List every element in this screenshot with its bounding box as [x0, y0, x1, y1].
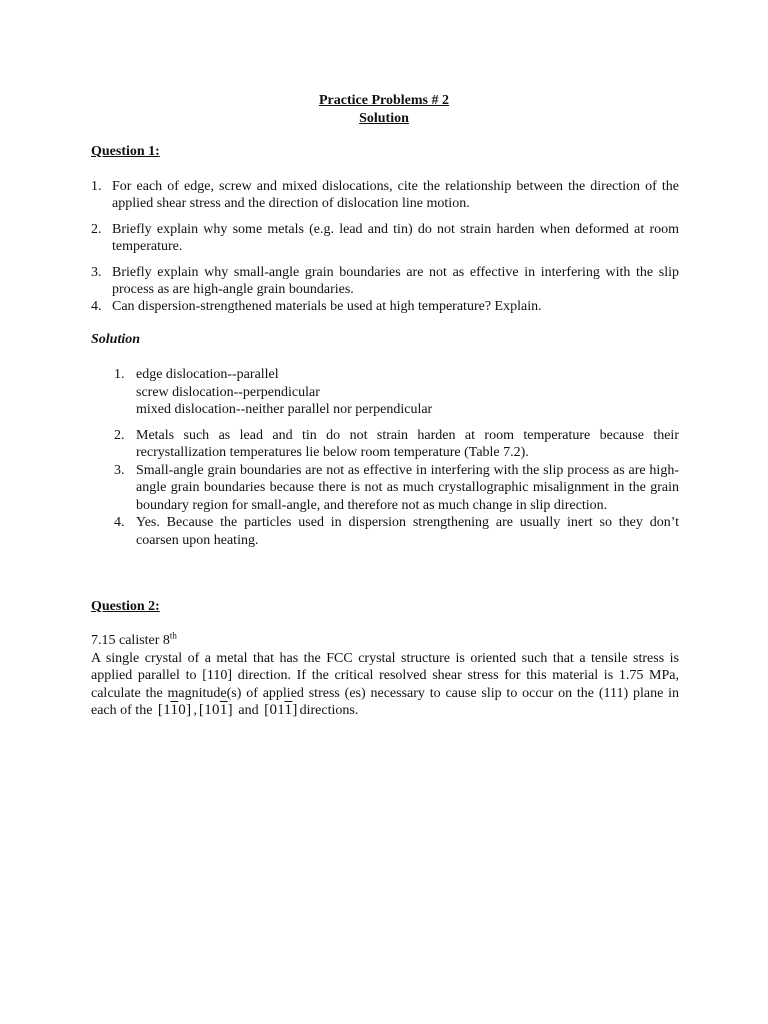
- list-number: 3.: [91, 265, 102, 280]
- list-text: Can dispersion-strengthened materials be used at high temperature? Explain.: [112, 299, 542, 314]
- page-title: Practice Problems # 2: [319, 93, 449, 108]
- question-2-heading: Question 2:: [91, 599, 160, 614]
- paragraph-text: A single crystal of a metal that has the FCC crystal structure is oriented such that a tensile stress is applied parallel to [110] direction. If the critical resolved shear stress for this material is 1.75 MPa, calculate the magnitude(s) of applied stress (es) necessary to cause slip to occur on the (111) plane in each of the: [91, 650, 679, 718]
- list-number: 2.: [114, 427, 125, 443]
- list-number: 1.: [114, 367, 125, 382]
- and-text: and: [238, 703, 259, 718]
- solution-line-mixed: mixed dislocation--neither parallel nor perpendicular: [136, 402, 433, 417]
- list-item: [91, 298, 679, 315]
- question-2-paragraph: [91, 650, 679, 720]
- list-item: [114, 366, 679, 419]
- question-1-list: [91, 178, 679, 324]
- list-item: [91, 264, 679, 298]
- question-2-body: [91, 632, 679, 720]
- direction-01-1: [011]: [264, 702, 298, 718]
- list-number: 2.: [91, 222, 102, 237]
- question-2-reference: [91, 632, 679, 650]
- solution-heading: Solution: [91, 332, 141, 347]
- list-text: Metals such as lead and tin do not strain harden at room temperature because their recrystallization temperatures lie below room temperature (Table 7.2).: [136, 427, 679, 460]
- list-number: 1.: [91, 179, 102, 194]
- list-item: [114, 514, 679, 549]
- direction-10-1: [101]: [198, 702, 233, 718]
- list-text: Briefly explain why some metals (e.g. lead and tin) do not strain harden when deformed at room temperature.: [112, 222, 679, 254]
- list-item: [91, 178, 679, 212]
- list-text: Yes. Because the particles used in dispersion strengthening are usually inert so they don’t coarsen upon heating.: [136, 515, 679, 548]
- separator: ,: [193, 703, 197, 718]
- list-text: For each of edge, screw and mixed dislocations, cite the relationship between the direction of the applied shear stress and the direction of dislocation line motion.: [112, 179, 679, 211]
- solution-line-screw: screw dislocation--perpendicular: [136, 384, 320, 400]
- solution-list: [114, 366, 679, 549]
- list-number: 4.: [114, 515, 125, 530]
- list-item: [114, 427, 679, 462]
- solution-line-edge: edge dislocation--parallel: [136, 367, 279, 382]
- list-item: [114, 462, 679, 515]
- page-subtitle: Solution: [359, 111, 409, 126]
- question-1-heading: Question 1:: [91, 144, 160, 159]
- list-number: 4.: [91, 299, 102, 314]
- reference-superscript: th: [169, 630, 177, 641]
- list-item: [91, 221, 679, 255]
- tail-text: directions.: [299, 703, 359, 718]
- list-text: Small-angle grain boundaries are not as effective in interfering with the slip process as are high-angle grain boundaries because there is not as much crystallographic misalignment in the grain boundary region for small-angle, and therefore not as much change in slip direction.: [136, 462, 679, 513]
- list-number: 3.: [114, 462, 125, 478]
- list-text: Briefly explain why small-angle grain boundaries are not as effective in interfering with the slip process as are high-angle grain boundaries.: [112, 265, 679, 297]
- reference-text: 7.15 calister 8: [91, 633, 170, 648]
- direction-1-10: [110]: [157, 702, 192, 718]
